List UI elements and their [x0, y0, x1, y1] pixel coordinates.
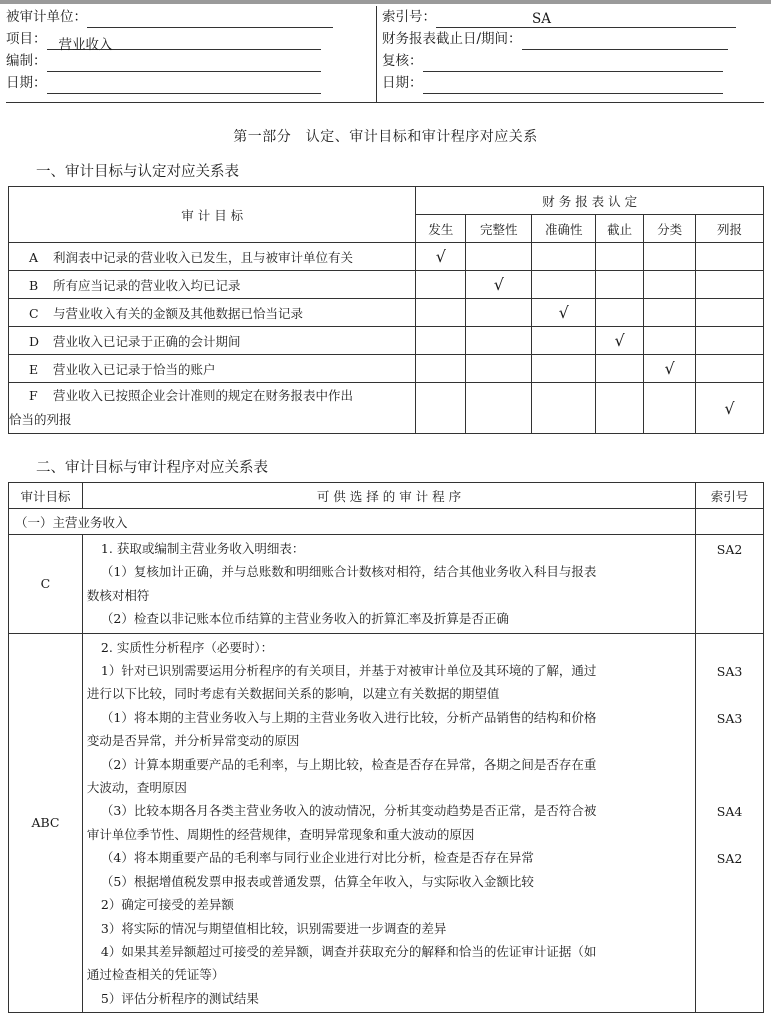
item-label: 项目：	[6, 31, 47, 47]
t1-row	[9, 383, 764, 434]
t1-goal-key: F	[29, 388, 38, 403]
t1-row	[9, 355, 764, 383]
check-mark: √	[596, 327, 644, 355]
ref-entry	[696, 730, 763, 753]
t1-empty-cell	[466, 327, 532, 355]
ref-entry	[696, 824, 763, 847]
period-label: 财务报表截止日/期间：	[382, 31, 522, 47]
date2-label: 日期：	[382, 75, 423, 91]
index-label: 索引号：	[382, 9, 436, 25]
date-label: 日期：	[6, 75, 47, 91]
ref-entry	[696, 894, 763, 917]
t1-goal-cell	[9, 271, 416, 299]
t2-block1-goal: C	[9, 535, 83, 634]
top-edge-band	[0, 0, 771, 4]
procedure-line: 3）将实际的情况与期望值相比较，识别需要进一步调查的差异	[100, 920, 447, 936]
section1-title: 一、审计目标与认定对应关系表	[36, 164, 239, 180]
ref-entry: SA4	[716, 804, 743, 820]
ref-entry	[696, 683, 763, 706]
period-row	[382, 28, 762, 50]
t1-empty-cell	[696, 327, 764, 355]
t1-empty-cell	[416, 355, 466, 383]
t1-empty-cell	[644, 383, 696, 434]
ref-entry: SA3	[716, 710, 743, 726]
goal-procedure-table	[8, 482, 764, 1013]
ref-entry: SA2	[716, 542, 743, 557]
date2-row	[382, 72, 762, 94]
t1-goal-cell	[9, 327, 416, 355]
t2-group-label: （一）主营业务收入	[9, 509, 696, 535]
procedure-line: （1）复核加计正确，并与总账数和明细账合计数核对相符，结合其他业务收入科目与报表	[100, 564, 597, 580]
t1-row	[9, 327, 764, 355]
t1-assertion-4: 分类	[644, 215, 696, 243]
ref-entry	[696, 777, 763, 800]
t1-empty-cell	[416, 383, 466, 434]
ref-entry	[696, 561, 763, 584]
procedure-line: 通过检查相关的凭证等）	[86, 967, 225, 983]
procedure-line: 数核对相符	[86, 587, 150, 603]
t1-goal-text: 所有应当记录的营业收入均已记录	[53, 277, 241, 293]
index-value: SA	[532, 11, 551, 27]
procedure-line: 变动是否异常，并分析异常变动的原因	[86, 733, 300, 749]
review-label: 复核：	[382, 53, 423, 69]
t1-empty-cell	[644, 271, 696, 299]
procedure-line: 大波动，查明原因	[86, 780, 187, 796]
t1-empty-cell	[416, 271, 466, 299]
ref-entry	[696, 608, 763, 631]
t1-row	[9, 243, 764, 271]
item-field[interactable]	[47, 33, 321, 53]
auditee-field[interactable]	[87, 10, 333, 28]
check-mark: √	[466, 271, 532, 299]
header-bottom-rule	[6, 102, 764, 103]
t1-empty-cell	[696, 355, 764, 383]
section2-title: 二、审计目标与审计程序对应关系表	[36, 460, 268, 476]
t1-row	[9, 299, 764, 327]
t1-empty-cell	[466, 299, 532, 327]
t1-assertion-5: 列报	[696, 215, 764, 243]
procedure-line: （2）计算本期重要产品的毛利率，与上期比较，检查是否存在异常，各期之间是否存在重	[100, 756, 597, 772]
t1-goal-key: B	[29, 277, 39, 293]
t1-empty-cell	[466, 355, 532, 383]
t1-assertion-2: 准确性	[532, 215, 596, 243]
t1-goal-cell	[9, 383, 416, 434]
ref-entry	[696, 637, 763, 660]
procedure-line: 审计单位季节性、周期性的经营规律，查明异常现象和重大波动的原因	[86, 826, 475, 842]
t1-empty-cell	[532, 271, 596, 299]
review-field[interactable]	[423, 54, 723, 72]
t1-empty-cell	[416, 327, 466, 355]
index-row	[382, 6, 762, 28]
t1-empty-cell	[644, 243, 696, 271]
auditee-label: 被审计单位：	[6, 9, 87, 25]
t2-header-procedure: 可 供 选 择 的 审 计 程 序	[82, 483, 695, 509]
t2-header-ref: 索引号	[696, 483, 764, 509]
t1-goal-key: C	[29, 305, 39, 321]
procedure-line: 2. 实质性分析程序（必要时）：	[100, 639, 274, 655]
period-field[interactable]	[522, 32, 728, 50]
ref-entry	[696, 871, 763, 894]
auditee-row	[6, 6, 372, 28]
t1-empty-cell	[466, 243, 532, 271]
t1-header-row	[9, 187, 764, 215]
check-mark: √	[416, 243, 466, 271]
t2-block2-row	[9, 633, 764, 1013]
t1-empty-cell	[596, 355, 644, 383]
prepared-field[interactable]	[47, 54, 321, 72]
t1-goal-text: 利润表中记录的营业收入已发生，且与被审计单位有关	[53, 249, 354, 265]
index-field[interactable]	[436, 11, 736, 28]
t1-empty-cell	[532, 355, 596, 383]
t1-goal-text: 营业收入已按照企业会计准则的规定在财务报表中作出	[53, 388, 354, 403]
procedure-line: 4）如果其差异额超过可接受的差异额，调查并获取充分的解释和恰当的佐证审计证据（如	[100, 943, 597, 959]
t2-header-row	[9, 483, 764, 509]
t1-goal-text: 营业收入已记录于正确的会计期间	[53, 333, 241, 349]
t2-group-row	[9, 509, 764, 535]
header-left-column	[6, 6, 372, 94]
ref-entry	[696, 917, 763, 940]
check-mark: √	[644, 355, 696, 383]
t1-empty-cell	[596, 271, 644, 299]
t1-assertion-3: 截止	[596, 215, 644, 243]
ref-entry	[696, 941, 763, 964]
t1-assertion-1: 完整性	[466, 215, 532, 243]
date2-field[interactable]	[423, 76, 723, 94]
t2-group-ref	[696, 509, 764, 535]
t1-goal-key: A	[29, 249, 39, 265]
procedure-line: 1）针对已识别需要运用分析程序的有关项目，并基于对被审计单位及其环境的了解，通过	[100, 663, 597, 679]
t2-block1-row	[9, 535, 764, 634]
t1-goal-header: 审 计 目 标	[9, 187, 416, 243]
t2-block1-refs	[696, 535, 764, 634]
t1-empty-cell	[532, 327, 596, 355]
part-title: 第一部分 认定、审计目标和审计程序对应关系	[233, 129, 538, 145]
t1-assertion-0: 发生	[416, 215, 466, 243]
t2-block2-goal: ABC	[9, 633, 83, 1013]
procedure-line: （5）根据增值税发票申报表或普通发票，估算全年收入，与实际收入金额比较	[100, 873, 534, 889]
t1-goal-cell	[9, 355, 416, 383]
t1-goal-key: E	[29, 361, 39, 377]
check-mark: √	[532, 299, 596, 327]
t1-goal-text-cont: 恰当的列报	[9, 412, 72, 427]
ref-entry: SA2	[716, 851, 743, 867]
header-divider	[376, 6, 377, 102]
t1-goal-text: 与营业收入有关的金额及其他数据已恰当记录	[53, 305, 304, 321]
t1-empty-cell	[596, 383, 644, 434]
item-value: 营业收入	[58, 37, 113, 53]
item-row	[6, 28, 372, 53]
t1-assertion-header: 财 务 报 表 认 定	[416, 187, 764, 215]
t1-goal-key: D	[29, 333, 40, 349]
t1-empty-cell	[532, 243, 596, 271]
goal-assertion-table	[8, 186, 764, 434]
t1-empty-cell	[644, 299, 696, 327]
procedure-line: 进行以下比较，同时考虑有关数据间关系的影响，以建立有关数据的期望值	[86, 686, 500, 702]
t1-empty-cell	[416, 299, 466, 327]
date-field[interactable]	[47, 76, 321, 94]
workpaper-header	[6, 6, 764, 102]
t1-empty-cell	[596, 299, 644, 327]
ref-entry	[696, 754, 763, 777]
procedure-line: （2）检查以非记账本位币结算的主营业务收入的折算汇率及折算是否正确	[100, 611, 509, 627]
procedure-line: （3）比较本期各月各类主营业务收入的波动情况，分析其变动趋势是否正常，是否符合被	[100, 803, 597, 819]
t1-row	[9, 271, 764, 299]
t1-empty-cell	[696, 299, 764, 327]
procedure-line: 5）评估分析程序的测试结果	[100, 990, 259, 1006]
t1-empty-cell	[696, 271, 764, 299]
t1-empty-cell	[696, 243, 764, 271]
t1-goal-cell	[9, 299, 416, 327]
t2-block1-procedures	[82, 535, 695, 634]
ref-entry	[696, 585, 763, 608]
procedure-line: （1）将本期的主营业务收入与上期的主营业务收入进行比较，分析产品销售的结构和价格	[100, 709, 597, 725]
ref-entry	[696, 987, 763, 1010]
procedure-line: 1. 获取或编制主营业务收入明细表：	[100, 541, 305, 556]
t1-empty-cell	[596, 243, 644, 271]
t1-empty-cell	[466, 383, 532, 434]
t2-header-goal: 审计目标	[9, 483, 83, 509]
ref-entry	[696, 964, 763, 987]
t1-goal-text: 营业收入已记录于恰当的账户	[53, 361, 216, 377]
t1-empty-cell	[532, 383, 596, 434]
t1-goal-cell	[9, 243, 416, 271]
t2-block2-procedures	[82, 633, 695, 1013]
date-row	[6, 72, 372, 94]
t2-block2-refs	[696, 633, 764, 1013]
check-mark: √	[696, 383, 764, 434]
prepared-label: 编制：	[6, 53, 47, 69]
review-row	[382, 50, 762, 72]
procedure-line: （4）将本期重要产品的毛利率与同行业企业进行对比分析，检查是否存在异常	[100, 850, 534, 866]
ref-entry: SA3	[716, 664, 743, 680]
prepared-row	[6, 50, 372, 72]
procedure-line: 2）确定可接受的差异额	[100, 897, 234, 913]
header-right-column	[382, 6, 762, 94]
t1-empty-cell	[644, 327, 696, 355]
